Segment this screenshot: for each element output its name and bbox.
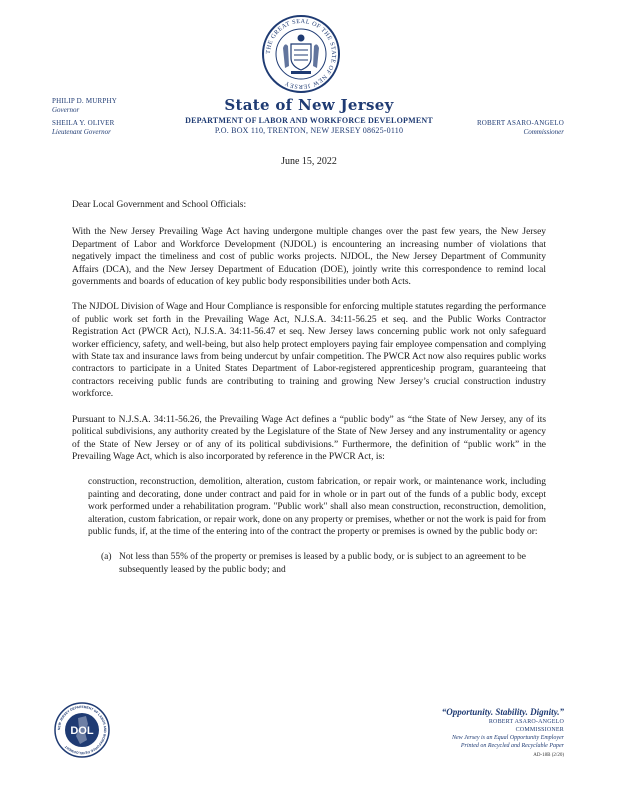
department-name: DEPARTMENT OF LABOR AND WORKFORCE DEVELOPMENT [185, 116, 433, 125]
dol-logo-ring-text: NEW JERSEY DEPARTMENT OF LABOR AND WORKFORCE DEVELOPMENT [56, 704, 108, 756]
list-item-a [101, 551, 546, 576]
governor-title: Governor [52, 106, 80, 114]
paragraph-1: With the New Jersey Prevailing Wage Act having undergone multiple changes over the past few years, the New Jersey Department of Labor and Workforce Development (NJDOL) is encountering an increasing number of violations that negatively impact the timeliness and cost of public works projects. NJDOL, the New Jersey Department of Community Affairs (DCA), and the New Jersey Department of Education (DOE), jointly write this correspondence to remind local governments and boards of education of key public body responsibilities under both Acts. [72, 227, 546, 288]
dol-logo-icon [54, 702, 110, 758]
eoe-statement: New Jersey is an Equal Opportunity Employer [452, 735, 564, 741]
list-item-text: Not less than 55% of the property or premises is leased by a public body, or is subject to an agreement to be subsequently leased by the public body; and [119, 552, 526, 575]
governor-name: PHILIP D. MURPHY [52, 97, 117, 105]
paragraph-3: Pursuant to N.J.S.A. 34:11-56.26, the Prevailing Wage Act defines a “public body” as “the State of New Jersey, any of its political subdivisions, any authority created by the Legislature of the State of New Jersey and any instrumentality or agency of the State of New Jersey or of any of its political subdivisions.” Furthermore, the definition of “public work” in the Prevailing Wage Act, which is also incorporated by reference in the PWCR Act, is: [72, 414, 546, 462]
lt-governor-title: Lieutenant Governor [52, 128, 111, 136]
commissioner-name: ROBERT ASARO-ANGELO [476, 119, 564, 127]
footer-block [442, 706, 564, 760]
state-title: State of New Jersey [224, 96, 394, 114]
recycled-statement: Printed on Recycled and Recyclable Paper [460, 743, 564, 749]
footer-name: ROBERT ASARO-ANGELO [488, 719, 564, 725]
letter-date: June 15, 2022 [281, 156, 337, 167]
list-item-label: (a) [101, 552, 112, 563]
footer-title: COMMISSIONER [515, 727, 564, 733]
tagline: “Opportunity. Stability. Dignity.” [441, 707, 564, 717]
form-code: AD-18B (2/20) [533, 753, 564, 758]
seal-ring-text: THE GREAT SEAL OF THE STATE OF NEW JERSEY [264, 17, 338, 91]
paragraph-2: The NJDOL Division of Wage and Hour Compliance is responsible for enforcing multiple statutes regarding the performance of public work set forth in the Prevailing Wage Act, N.J.S.A. 34:11-56.25 et seq. and the Public Works Contractor Registration Act (PWCR Act), N.J.S.A. 34:11-56.47 et seq. New Jersey laws concerning public work not only safeguard worker efficiency, safety, and well-being, but also help protect employers paying fair employee compensation and complying with State tax and insurance laws from being undercut by unfair competition. The PWCR Act now also requires public works contractors to participate in a United States Department of Labor-registered apprenticeship program, guaranteeing that contractors receiving public funds are contributing to training and growing New Jersey’s crucial construction industry workforce. [72, 302, 546, 400]
salutation: Dear Local Government and School Officials: [72, 200, 247, 210]
letter-body [72, 199, 546, 576]
dol-logo-text: DOL [70, 725, 94, 737]
public-work-definition-quote: construction, reconstruction, demolition, alteration, custom fabrication, or repair work, or maintenance work, including painting and decorating, done under contract and paid for in whole or in part out of the funds of a public body, except work performed under a rehabilitation program. "Public work" shall also mean construction, reconstruction, demolition, alteration, custom fabrication, or repair work, done on any property or premises, whether or not the work is paid for from public funds, if, at the time of the entering into of the contract the property or premises is owned by the public body or: [88, 477, 546, 537]
state-seal-icon [261, 14, 341, 94]
department-address: P.O. BOX 110, TRENTON, NEW JERSEY 08625-0110 [214, 126, 404, 135]
lt-governor-name: SHEILA Y. OLIVER [52, 119, 115, 127]
commissioner-title: Commissioner [523, 128, 564, 136]
